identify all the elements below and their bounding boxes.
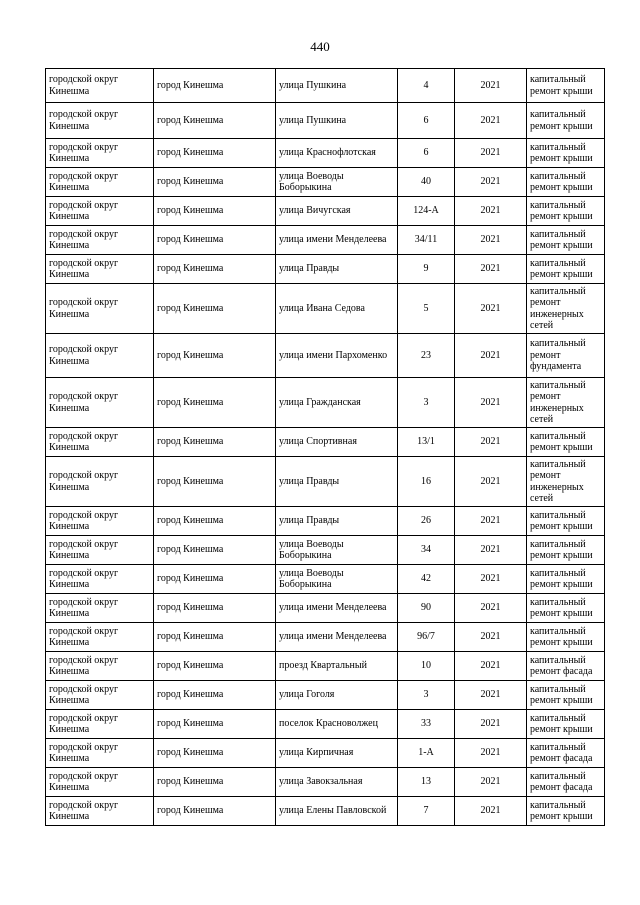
cell-municipal-district: городской округ Кинешма xyxy=(46,168,154,197)
cell-year: 2021 xyxy=(455,536,527,565)
repair-schedule-table xyxy=(45,68,605,826)
cell-municipal-district: городской округ Кинешма xyxy=(46,103,154,139)
cell-street: улица имени Менделеева xyxy=(276,623,398,652)
table-row xyxy=(46,681,605,710)
cell-street: улица Кирпичная xyxy=(276,739,398,768)
cell-street: улица имени Менделеева xyxy=(276,226,398,255)
cell-settlement: город Кинешма xyxy=(154,681,276,710)
cell-house-number: 3 xyxy=(398,681,455,710)
cell-settlement: город Кинешма xyxy=(154,507,276,536)
table-row xyxy=(46,284,605,334)
cell-municipal-district: городской округ Кинешма xyxy=(46,797,154,826)
cell-year: 2021 xyxy=(455,652,527,681)
table-row xyxy=(46,652,605,681)
cell-work-type: капитальный ремонт крыши xyxy=(527,103,605,139)
cell-municipal-district: городской округ Кинешма xyxy=(46,623,154,652)
cell-settlement: город Кинешма xyxy=(154,536,276,565)
table-row xyxy=(46,594,605,623)
table-row xyxy=(46,69,605,103)
page-number: 440 xyxy=(310,39,330,54)
table-row xyxy=(46,197,605,226)
cell-house-number: 33 xyxy=(398,710,455,739)
cell-municipal-district: городской округ Кинешма xyxy=(46,594,154,623)
cell-street: улица Пушкина xyxy=(276,103,398,139)
cell-year: 2021 xyxy=(455,565,527,594)
cell-settlement: город Кинешма xyxy=(154,284,276,334)
cell-house-number: 40 xyxy=(398,168,455,197)
cell-work-type: капитальный ремонт инженерных сетей xyxy=(527,457,605,507)
cell-work-type: капитальный ремонт фасада xyxy=(527,739,605,768)
cell-municipal-district: городской округ Кинешма xyxy=(46,255,154,284)
cell-settlement: город Кинешма xyxy=(154,103,276,139)
cell-house-number: 34/11 xyxy=(398,226,455,255)
cell-year: 2021 xyxy=(455,284,527,334)
cell-year: 2021 xyxy=(455,103,527,139)
cell-year: 2021 xyxy=(455,334,527,378)
cell-street: улица Спортивная xyxy=(276,428,398,457)
cell-street: улица Правды xyxy=(276,255,398,284)
cell-settlement: город Кинешма xyxy=(154,378,276,428)
cell-work-type: капитальный ремонт фундамента xyxy=(527,334,605,378)
cell-settlement: город Кинешма xyxy=(154,139,276,168)
cell-house-number: 5 xyxy=(398,284,455,334)
table-row xyxy=(46,565,605,594)
table-row xyxy=(46,139,605,168)
cell-work-type: капитальный ремонт крыши xyxy=(527,168,605,197)
cell-work-type: капитальный ремонт крыши xyxy=(527,507,605,536)
cell-street: улица Воеводы Боборыкина xyxy=(276,536,398,565)
cell-municipal-district: городской округ Кинешма xyxy=(46,284,154,334)
cell-house-number: 90 xyxy=(398,594,455,623)
cell-settlement: город Кинешма xyxy=(154,768,276,797)
cell-year: 2021 xyxy=(455,681,527,710)
cell-year: 2021 xyxy=(455,797,527,826)
cell-street: улица Завокзальная xyxy=(276,768,398,797)
cell-municipal-district: городской округ Кинешма xyxy=(46,565,154,594)
table-row xyxy=(46,797,605,826)
table-row xyxy=(46,428,605,457)
cell-street: улица имени Пархоменко xyxy=(276,334,398,378)
cell-municipal-district: городской округ Кинешма xyxy=(46,139,154,168)
cell-house-number: 9 xyxy=(398,255,455,284)
table-row xyxy=(46,536,605,565)
cell-year: 2021 xyxy=(455,255,527,284)
table-row xyxy=(46,768,605,797)
cell-work-type: капитальный ремонт инженерных сетей xyxy=(527,284,605,334)
cell-work-type: капитальный ремонт крыши xyxy=(527,710,605,739)
table-row xyxy=(46,226,605,255)
cell-municipal-district: городской округ Кинешма xyxy=(46,652,154,681)
cell-settlement: город Кинешма xyxy=(154,168,276,197)
cell-street: улица Гоголя xyxy=(276,681,398,710)
cell-municipal-district: городской округ Кинешма xyxy=(46,681,154,710)
cell-house-number: 96/7 xyxy=(398,623,455,652)
cell-year: 2021 xyxy=(455,69,527,103)
cell-work-type: капитальный ремонт крыши xyxy=(527,797,605,826)
table-row xyxy=(46,255,605,284)
cell-year: 2021 xyxy=(455,378,527,428)
cell-work-type: капитальный ремонт крыши xyxy=(527,428,605,457)
cell-municipal-district: городской округ Кинешма xyxy=(46,428,154,457)
cell-year: 2021 xyxy=(455,768,527,797)
cell-work-type: капитальный ремонт крыши xyxy=(527,197,605,226)
cell-house-number: 13/1 xyxy=(398,428,455,457)
table-row xyxy=(46,710,605,739)
cell-house-number: 13 xyxy=(398,768,455,797)
cell-year: 2021 xyxy=(455,623,527,652)
cell-settlement: город Кинешма xyxy=(154,428,276,457)
cell-street: улица Правды xyxy=(276,457,398,507)
cell-work-type: капитальный ремонт крыши xyxy=(527,565,605,594)
cell-settlement: город Кинешма xyxy=(154,457,276,507)
cell-year: 2021 xyxy=(455,507,527,536)
cell-house-number: 26 xyxy=(398,507,455,536)
cell-municipal-district: городской округ Кинешма xyxy=(46,226,154,255)
cell-year: 2021 xyxy=(455,168,527,197)
cell-settlement: город Кинешма xyxy=(154,594,276,623)
cell-street: улица Пушкина xyxy=(276,69,398,103)
cell-street: улица Елены Павловской xyxy=(276,797,398,826)
cell-work-type: капитальный ремонт крыши xyxy=(527,681,605,710)
cell-house-number: 23 xyxy=(398,334,455,378)
cell-house-number: 6 xyxy=(398,103,455,139)
cell-year: 2021 xyxy=(455,710,527,739)
cell-house-number: 34 xyxy=(398,536,455,565)
cell-house-number: 1-А xyxy=(398,739,455,768)
cell-work-type: капитальный ремонт фасада xyxy=(527,768,605,797)
cell-settlement: город Кинешма xyxy=(154,739,276,768)
cell-house-number: 4 xyxy=(398,69,455,103)
table-row xyxy=(46,623,605,652)
cell-street: улица Гражданская xyxy=(276,378,398,428)
cell-municipal-district: городской округ Кинешма xyxy=(46,507,154,536)
cell-house-number: 3 xyxy=(398,378,455,428)
cell-settlement: город Кинешма xyxy=(154,197,276,226)
cell-street: улица Воеводы Боборыкина xyxy=(276,168,398,197)
cell-municipal-district: городской округ Кинешма xyxy=(46,334,154,378)
cell-house-number: 42 xyxy=(398,565,455,594)
cell-street: улица имени Менделеева xyxy=(276,594,398,623)
cell-work-type: капитальный ремонт инженерных сетей xyxy=(527,378,605,428)
cell-year: 2021 xyxy=(455,594,527,623)
cell-year: 2021 xyxy=(455,457,527,507)
cell-year: 2021 xyxy=(455,139,527,168)
table-row xyxy=(46,457,605,507)
cell-settlement: город Кинешма xyxy=(154,69,276,103)
cell-municipal-district: городской округ Кинешма xyxy=(46,536,154,565)
cell-settlement: город Кинешма xyxy=(154,797,276,826)
cell-work-type: капитальный ремонт крыши xyxy=(527,139,605,168)
cell-street: улица Краснофлотская xyxy=(276,139,398,168)
table-body xyxy=(46,69,605,826)
cell-street: проезд Квартальный xyxy=(276,652,398,681)
cell-settlement: город Кинешма xyxy=(154,710,276,739)
cell-settlement: город Кинешма xyxy=(154,255,276,284)
cell-municipal-district: городской округ Кинешма xyxy=(46,768,154,797)
cell-house-number: 6 xyxy=(398,139,455,168)
cell-house-number: 124-А xyxy=(398,197,455,226)
cell-settlement: город Кинешма xyxy=(154,565,276,594)
cell-year: 2021 xyxy=(455,428,527,457)
cell-work-type: капитальный ремонт крыши xyxy=(527,536,605,565)
table-row xyxy=(46,507,605,536)
table-row xyxy=(46,103,605,139)
table-row xyxy=(46,168,605,197)
cell-work-type: капитальный ремонт крыши xyxy=(527,623,605,652)
cell-work-type: капитальный ремонт крыши xyxy=(527,226,605,255)
cell-work-type: капитальный ремонт крыши xyxy=(527,69,605,103)
cell-municipal-district: городской округ Кинешма xyxy=(46,457,154,507)
cell-settlement: город Кинешма xyxy=(154,623,276,652)
cell-settlement: город Кинешма xyxy=(154,226,276,255)
cell-house-number: 16 xyxy=(398,457,455,507)
cell-municipal-district: городской округ Кинешма xyxy=(46,739,154,768)
table-row xyxy=(46,378,605,428)
cell-street: поселок Красноволжец xyxy=(276,710,398,739)
cell-settlement: город Кинешма xyxy=(154,334,276,378)
cell-work-type: капитальный ремонт фасада xyxy=(527,652,605,681)
cell-municipal-district: городской округ Кинешма xyxy=(46,378,154,428)
cell-house-number: 7 xyxy=(398,797,455,826)
cell-street: улица Ивана Седова xyxy=(276,284,398,334)
table-row xyxy=(46,739,605,768)
cell-settlement: город Кинешма xyxy=(154,652,276,681)
cell-year: 2021 xyxy=(455,197,527,226)
table-row xyxy=(46,334,605,378)
cell-municipal-district: городской округ Кинешма xyxy=(46,197,154,226)
cell-year: 2021 xyxy=(455,739,527,768)
cell-street: улица Правды xyxy=(276,507,398,536)
cell-municipal-district: городской округ Кинешма xyxy=(46,710,154,739)
cell-work-type: капитальный ремонт крыши xyxy=(527,594,605,623)
cell-street: улица Вичугская xyxy=(276,197,398,226)
cell-municipal-district: городской округ Кинешма xyxy=(46,69,154,103)
cell-street: улица Воеводы Боборыкина xyxy=(276,565,398,594)
cell-year: 2021 xyxy=(455,226,527,255)
cell-work-type: капитальный ремонт крыши xyxy=(527,255,605,284)
cell-house-number: 10 xyxy=(398,652,455,681)
